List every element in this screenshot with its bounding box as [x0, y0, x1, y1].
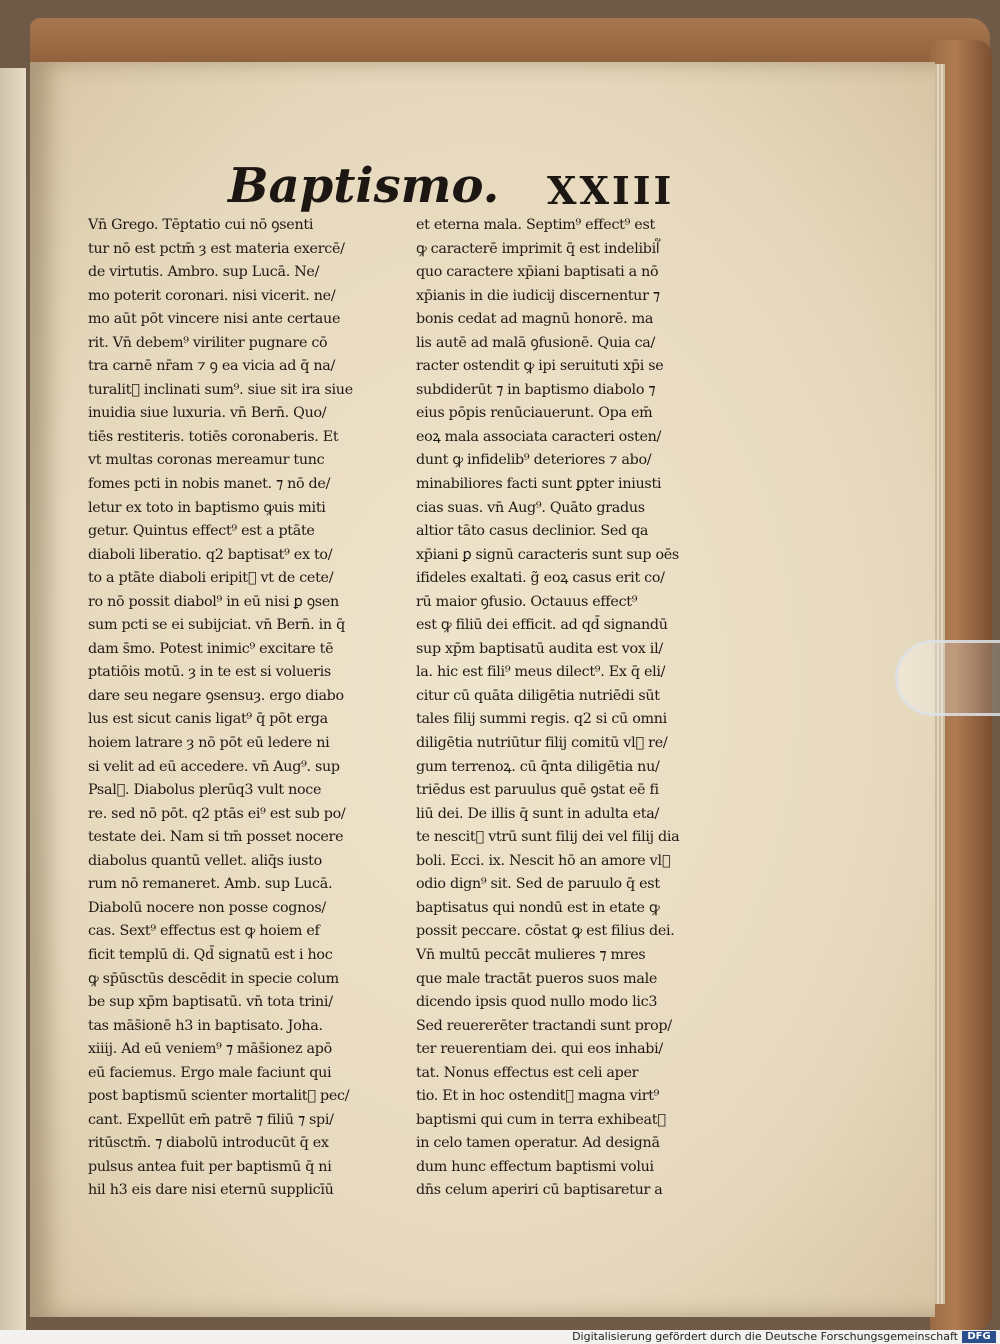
- text-line: xp̄ianis in die iudicij discernentur ⁊: [416, 287, 660, 304]
- page-clip-holder: [895, 640, 1000, 716]
- footer-bar: [0, 1330, 1000, 1344]
- text-line: ptatiōis motū. ȝ in te est si volueris: [88, 664, 331, 681]
- text-line: sup xp̄m baptisatū audita est vox il/: [416, 640, 663, 657]
- text-line: triēdus est paruulus quē ꝯstat eē fi: [416, 782, 659, 799]
- text-line: eius pōpis renūciauerunt. Opa em̄: [416, 405, 653, 422]
- text-line: in celo tamen operatur. Ad designā: [416, 1135, 660, 1152]
- text-line: baptisatus qui nondū est in etate ꝙ: [416, 899, 660, 916]
- text-line: diaboli liberatio. q2 baptisat⁹ ex to/: [88, 546, 333, 563]
- text-line: la. hic est fili⁹ meus dilect⁹. Ex q̄ eli/: [416, 664, 666, 681]
- text-line: vt multas coronas mereamur tunc: [88, 452, 325, 469]
- text-line: gum terrenoꝝ. cū q̄nta diligētia nu/: [416, 758, 660, 775]
- text-line: bonis cedat ad magnū honorē. ma: [416, 311, 654, 328]
- text-line: si velit ad eū accedere. vn̄ Aug⁹. sup: [88, 758, 340, 775]
- text-line: tat. Nonus effectus est celi aper: [416, 1064, 639, 1081]
- text-line: fomes pcti in nobis manet. ⁊ nō de/: [88, 476, 331, 493]
- dfg-logo: DFG: [962, 1331, 996, 1343]
- text-line: inuidia siue luxuria. vn̄ Bern̄. Quo/: [88, 405, 327, 422]
- text-line: que male tractāt pueros suos male: [416, 970, 658, 987]
- text-line: ifideles exaltati. g̃ eoꝝ casus erit co/: [416, 570, 665, 587]
- funding-credit: Digitalisierung gefördert durch die Deutsche Forschungsgemeinschaft: [572, 1330, 958, 1343]
- text-line: liū dei. De illis q̄ sunt in adulta eta/: [416, 805, 659, 822]
- text-line: pulsus antea fuit per baptismū q̄ ni: [88, 1158, 332, 1175]
- text-line: be sup xp̄m baptisatū. vn̄ tota trini/: [88, 994, 333, 1011]
- text-line: dam s̄mo. Potest inimic⁹ excitare tē: [88, 640, 334, 657]
- text-line: baptismi qui cum in terra exhibeat᷑: [416, 1111, 666, 1128]
- text-column-right: [416, 214, 736, 1203]
- text-line: ro nō possit diabol⁹ in eū nisi ꝑ ꝯsen: [88, 593, 339, 610]
- text-line: tra carnē nr̄am ⁊ ꝯ ea vicia ad q̄ na/: [88, 358, 336, 375]
- text-line: ꝙ caracterē imprimit q̄ est indelibil᷑: [416, 240, 660, 257]
- text-line: tio. Et in hoc ostendit᷑ magna virt⁹: [416, 1088, 660, 1105]
- text-line: odio dign⁹ sit. Sed de paruulo q̄ est: [416, 876, 660, 893]
- text-line: est ꝙ filiū dei efficit. ad qd̄ signandū: [416, 617, 668, 634]
- text-column-left: [88, 214, 406, 1203]
- text-line: hoiem latrare ȝ nō pōt eū ledere ni: [88, 735, 330, 752]
- text-line: Vn̄ Grego. Tēptatio cui nō ꝯsenti: [88, 217, 314, 233]
- text-line: rū maior ꝯfusio. Octauus effect⁹: [416, 593, 638, 610]
- text-line: tur nō est pctm̄ ȝ est materia exercē/: [88, 240, 345, 257]
- text-line: ritūsctm̄. ⁊ diabolū introducūt q̄ ex: [88, 1135, 329, 1152]
- text-line: turalit᷑ inclinati sum⁹. siue sit ira siue: [88, 381, 353, 398]
- text-line: de virtutis. Ambro. sup Lucā. Ne/: [88, 264, 320, 281]
- text-line: eū faciemus. Ergo male faciunt qui: [88, 1064, 332, 1081]
- text-line: subdiderūt ⁊ in baptismo diabolo ⁊: [416, 381, 656, 398]
- text-line: dicendo ipsis quod nullo modo lic3: [416, 994, 658, 1011]
- text-line: dunt ꝙ infidelib⁹ deteriores ⁊ abo/: [416, 452, 652, 469]
- text-line: diabolus quantū vellet. aliq̄s iusto: [88, 852, 322, 869]
- text-line: to a ptāte diaboli eripit᷑ vt de cete/: [88, 570, 334, 587]
- text-line: sum pcti se ei subijciat. vn̄ Bern̄. in q̄: [88, 617, 345, 634]
- text-line: tales filij summi regis. q2 si cū omni: [416, 711, 667, 728]
- text-line: cant. Expellūt em̄ patrē ⁊ filiū ⁊ spi/: [88, 1111, 334, 1128]
- text-line: Diabolū nocere non posse cognos/: [88, 899, 326, 916]
- text-line: racter ostendit ꝙ ipi seruituti xp̄i se: [416, 358, 664, 375]
- text-line: minabiliores facti sunt ꝑpter iniusti: [416, 476, 662, 493]
- text-line: ꝙ sp̄ūsctūs descēdit in specie colum: [88, 970, 339, 987]
- facing-page-edge: [0, 68, 26, 1330]
- text-line: dare seu negare ꝯsensuȝ. ergo diabo: [88, 687, 344, 704]
- text-line: cas. Sext⁹ effectus est ꝙ hoiem ef: [88, 923, 320, 940]
- text-line: ter reuerentiam dei. qui eos inhabi/: [416, 1041, 663, 1058]
- text-line: lus est sicut canis ligat⁹ q̄ pōt erga: [88, 711, 328, 728]
- text-line: et eterna mala. Septim⁹ effect⁹ est: [416, 217, 655, 233]
- text-line: letur ex toto in baptismo ꝙuis miti: [88, 499, 326, 516]
- text-line: hil h3 eis dare nisi eternū supplicīū: [88, 1182, 334, 1199]
- text-line: mo aūt pōt vincere nisi ante certaue: [88, 311, 341, 328]
- text-line: possit peccare. cōstat ꝙ est filius dei.: [416, 923, 675, 940]
- text-line: te nescit᷑ vtrū sunt filij dei vel filij dia: [416, 829, 680, 846]
- text-line: mo poterit coronari. nisi vicerit. ne/: [88, 287, 336, 304]
- running-head: Baptismo.: [228, 158, 500, 214]
- text-line: dum hunc effectum baptismi volui: [416, 1158, 654, 1175]
- text-line: tas mās̄ionē h3 in baptisato. Joha.: [88, 1017, 323, 1034]
- text-line: re. sed nō pōt. q2 ptās ei⁹ est sub po/: [88, 805, 346, 822]
- text-line: rum nō remaneret. Amb. sup Lucā.: [88, 876, 333, 893]
- text-line: ficit templū di. Qd̄ signatū est i hoc: [88, 946, 333, 963]
- text-line: diligētia nutriūtur filij comitū vl᷑ re/: [416, 735, 668, 752]
- text-line: cias suas. vn̄ Aug⁹. Quāto gradus: [416, 499, 645, 516]
- text-line: rit. Vn̄ debem⁹ viriliter pugnare cō: [88, 334, 328, 351]
- text-line: altior tāto casus declinior. Sed qa: [416, 523, 649, 540]
- text-line: Vn̄ multū peccāt mulieres ⁊ mres: [416, 946, 646, 963]
- text-line: lis autē ad malā ꝯfusionē. Quia ca/: [416, 334, 656, 351]
- text-line: quo caractere xp̄iani baptisati a nō: [416, 264, 659, 281]
- text-line: xiiij. Ad eū veniem⁹ ⁊ mās̄ionez apō: [88, 1041, 332, 1058]
- text-line: getur. Quintus effect⁹ est a ptāte: [88, 523, 315, 540]
- text-line: testate dei. Nam si tm̄ posset nocere: [88, 829, 344, 846]
- text-line: Sed reuererēter tractandi sunt prop/: [416, 1017, 672, 1034]
- page-number: XXIII: [547, 168, 675, 213]
- text-line: Psal᷑. Diabolus plerūq3 vult noce: [88, 782, 322, 799]
- text-line: tiēs restiteris. totiēs coronaberis. Et: [88, 428, 339, 445]
- text-line: citur cū quāta diligētia nutriēdi sūt: [416, 687, 660, 704]
- text-line: dn̄s celum aperiri cū baptisaretur a: [416, 1182, 663, 1199]
- text-line: post baptismū scienter mortalit᷑ pec/: [88, 1088, 350, 1105]
- text-line: xp̄iani ꝑ signū caracteris sunt sup oēs: [416, 546, 679, 563]
- text-line: boli. Ecci. ix. Nescit hō an amore vl᷑: [416, 852, 671, 869]
- text-line: eoꝝ mala associata caracteri osten/: [416, 428, 662, 445]
